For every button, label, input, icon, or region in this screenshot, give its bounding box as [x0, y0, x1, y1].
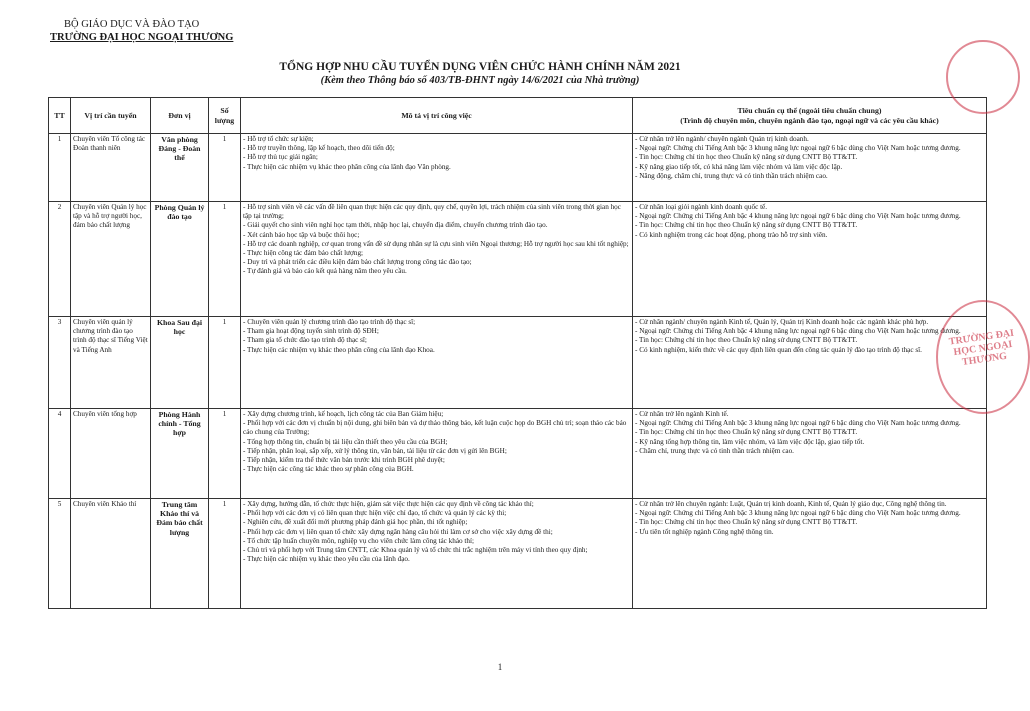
recruitment-table: [48, 97, 987, 609]
cell-position: Chuyên viên Tổ công tác Đoàn thanh niên: [71, 134, 151, 202]
description-line: - Tổ chức tập huấn chuyên môn, nghiệp vụ cho viên chức làm công tác khảo thí;: [243, 536, 475, 545]
criteria-line: - Có kinh nghiệm trong các hoạt động, phong trào hỗ trợ sinh viên.: [635, 230, 828, 239]
criteria-header-sub: (Trình độ chuyên môn, chuyên ngành đào tạo, ngoại ngữ và các yêu cầu khác): [680, 115, 939, 125]
criteria-line: - Cử nhân loại giỏi ngành kinh doanh quốc tế.: [635, 203, 768, 211]
cell-criteria: [633, 317, 987, 409]
criteria-line: - Tin học: Chứng chỉ tin học theo Chuẩn kỹ năng sử dụng CNTT Bộ TT&TT.: [635, 518, 858, 527]
cell-quantity: 1: [209, 409, 241, 499]
cell-unit: Phòng Hành chính - Tổng hợp: [151, 409, 209, 499]
seal-stamp-text: TRƯỜNG ĐẠI HỌC NGOẠI THƯƠNG: [948, 327, 1015, 368]
cell-unit: Phòng Quản lý đào tạo: [151, 202, 209, 317]
table-row: [49, 317, 987, 409]
cell-tt: 1: [49, 134, 71, 202]
criteria-line: - Ngoại ngữ: Chứng chỉ Tiếng Anh bậc 4 khung năng lực ngoại ngữ 6 bậc dùng cho Việt Nam hoặc tương đương.: [635, 212, 961, 221]
col-header-quantity: Số lượng: [209, 98, 241, 134]
description-line: - Hỗ trợ tổ chức sự kiện;: [243, 135, 314, 143]
cell-quantity: 1: [209, 499, 241, 609]
cell-tt: 5: [49, 499, 71, 609]
description-line: - Phối hợp các đơn vị liên quan tổ chức xây dựng ngân hàng câu hỏi thi làm cơ sở cho việc xây dựng đề thi;: [243, 527, 553, 536]
seal-stamp-top: [946, 40, 1020, 114]
criteria-line: - Ngoại ngữ: Chứng chỉ Tiếng Anh bậc 3 khung năng lực ngoại ngữ 6 bậc dùng cho Việt Nam hoặc tương đương.: [635, 419, 961, 428]
description-line: - Nghiên cứu, đề xuất đổi mới phương pháp đánh giá học phần, thi tốt nghiệp;: [243, 518, 468, 527]
description-line: - Hỗ trợ sinh viên về các vấn đề liên quan thực hiện các quy định, quy chế, quyền lợi, trách nhiệm của sinh viên trong thời gian học tập tại trường;: [243, 203, 621, 221]
cell-quantity: 1: [209, 317, 241, 409]
cell-position: Chuyên viên Quản lý học tập và hỗ trợ người học, đảm bảo chất lượng: [71, 202, 151, 317]
cell-description: [241, 499, 633, 609]
description-line: - Xây dựng, hướng dẫn, tổ chức thực hiện, giám sát việc thực hiện các quy định về công tác khảo thí;: [243, 500, 534, 508]
criteria-line: - Kỹ năng tổng hợp thông tin, làm việc nhóm, và làm việc độc lập, giao tiếp tốt.: [635, 437, 865, 446]
criteria-line: - Kỹ năng giao tiếp tốt, có khả năng làm việc nhóm và làm việc độc lập.: [635, 162, 843, 171]
description-line: - Xây dựng chương trình, kế hoạch, lịch công tác của Ban Giám hiệu;: [243, 410, 444, 418]
cell-unit: Trung tâm Khảo thí và Đảm bảo chất lượng: [151, 499, 209, 609]
criteria-header-main: Tiêu chuẩn cụ thể (ngoài tiêu chuẩn chung): [737, 106, 882, 115]
description-line: - Tham gia tổ chức đào tạo trình độ thạc sĩ;: [243, 336, 367, 345]
cell-criteria: [633, 499, 987, 609]
description-line: - Tự đánh giá và báo cáo kết quả hàng năm theo yêu cầu.: [243, 267, 407, 276]
cell-position: Chuyên viên tổng hợp: [71, 409, 151, 499]
col-header-tt: TT: [49, 98, 71, 134]
description-line: - Thực hiện công tác đảm bảo chất lượng;: [243, 249, 364, 258]
description-line: - Tiếp nhận, phân loại, sắp xếp, xử lý thông tin, văn bản, tài liệu từ các đơn vị gửi lên BGH;: [243, 446, 507, 455]
description-line: - Giải quyết cho sinh viên nghỉ học tạm thời, nhập học lại, chuyển địa điểm, chuyển chương trình đào tạo.: [243, 221, 548, 230]
description-line: - Thực hiện các nhiệm vụ khác theo phân công của lãnh đạo Văn phòng.: [243, 162, 451, 171]
cell-description: [241, 409, 633, 499]
criteria-line: - Tin học: Chứng chỉ tin học theo Chuẩn kỹ năng sử dụng CNTT Bộ TT&TT.: [635, 428, 858, 437]
cell-tt: 3: [49, 317, 71, 409]
seal-stamp: [936, 300, 1030, 414]
description-line: - Thực hiện các công tác khác theo sự phân công của BGH.: [243, 465, 414, 474]
criteria-line: - Cử nhân trở lên ngành/ chuyên ngành Quản trị kinh doanh.: [635, 135, 809, 143]
cell-description: [241, 317, 633, 409]
description-line: - Thực hiện các nhiệm vụ khác theo phân công của lãnh đạo Khoa.: [243, 345, 435, 354]
cell-criteria: [633, 202, 987, 317]
col-header-position: Vị trí cần tuyển: [71, 98, 151, 134]
cell-position: Chuyên viên quản lý chương trình đào tạo trình độ thạc sĩ Tiếng Việt và Tiếng Anh: [71, 317, 151, 409]
table-row: [49, 409, 987, 499]
criteria-line: - Ngoại ngữ: Chứng chỉ Tiếng Anh bậc 4 khung năng lực ngoại ngữ 6 bậc dùng cho Việt Nam hoặc tương đương.: [635, 327, 961, 336]
description-line: - Phối hợp với các đơn vị chuẩn bị nội dung, ghi biên bản và dự thảo thông báo, kết luận cuộc họp do BGH chủ trì; soạn thảo các báo cáo chung của Trường;: [243, 419, 627, 437]
cell-criteria: [633, 409, 987, 499]
cell-quantity: 1: [209, 134, 241, 202]
col-header-criteria: [633, 98, 987, 134]
title-main: TỔNG HỢP NHU CẦU TUYỂN DỤNG VIÊN CHỨC HÀNH CHÍNH NĂM 2021: [279, 61, 681, 73]
page-number: 1: [497, 662, 503, 672]
description-line: - Tham gia hoạt động tuyển sinh trình độ SĐH;: [243, 327, 379, 336]
description-line: - Xét cảnh báo học tập và buộc thôi học;: [243, 230, 360, 239]
description-line: - Phối hợp với các đơn vị có liên quan thực hiện việc chỉ đạo, tổ chức và quản lý các kỳ thi;: [243, 509, 507, 518]
description-line: - Chuyên viên quản lý chương trình đào tạo trình độ thạc sĩ;: [243, 318, 416, 326]
criteria-line: - Có kinh nghiệm, kiến thức về các quy định liên quan đến công tác quản lý đào tạo trình độ thạc sĩ.: [635, 345, 922, 354]
cell-criteria: [633, 134, 987, 202]
cell-tt: 4: [49, 409, 71, 499]
criteria-line: - Tin học: Chứng chỉ tin học theo Chuẩn kỹ năng sử dụng CNTT Bộ TT&TT.: [635, 336, 858, 345]
cell-unit: Văn phòng Đảng - Đoàn thể: [151, 134, 209, 202]
description-line: - Tổng hợp thông tin, chuẩn bị tài liệu cần thiết theo yêu cầu của BGH;: [243, 437, 448, 446]
description-line: - Chủ trì và phối hợp với Trung tâm CNTT, các Khoa quản lý và tổ chức thi trắc nghiệm trên máy vi tính theo quy định;: [243, 546, 588, 555]
cell-unit: Khoa Sau đại học: [151, 317, 209, 409]
university-name: TRƯỜNG ĐẠI HỌC NGOẠI THƯƠNG: [50, 32, 234, 43]
criteria-line: - Cử nhân ngành/ chuyên ngành Kinh tế, Quản lý, Quản trị Kinh doanh hoặc các ngành khác phù hợp.: [635, 318, 929, 326]
criteria-line: - Ưu tiên tốt nghiệp ngành Công nghệ thông tin.: [635, 527, 774, 536]
document-title: [180, 60, 780, 88]
criteria-line: - Ngoại ngữ: Chứng chỉ Tiếng Anh bậc 3 khung năng lực ngoại ngữ 6 bậc dùng cho Việt Nam hoặc tương đương.: [635, 509, 961, 518]
criteria-line: - Năng động, chăm chỉ, trung thực và có tinh thần trách nhiệm cao.: [635, 171, 828, 180]
title-sub: (Kèm theo Thông báo số 403/TB-ĐHNT ngày 14/6/2021 của Nhà trường): [320, 75, 640, 86]
col-header-unit: Đơn vị: [151, 98, 209, 134]
description-line: - Hỗ trợ các doanh nghiệp, cơ quan trong vấn đề sử dụng nhân sự là cựu sinh viên Ngoại thương; Hỗ trợ người học sau khi tốt nghiệp;: [243, 239, 629, 248]
table-row: [49, 499, 987, 609]
table-header-row: [49, 98, 987, 134]
cell-description: [241, 134, 633, 202]
description-line: - Thực hiện các nhiệm vụ khác theo yêu cầu của lãnh đạo.: [243, 555, 410, 564]
description-line: - Duy trì và phát triển các điều kiện đảm bảo chất lượng trong công tác đào tạo;: [243, 258, 472, 267]
document-header: [50, 18, 233, 44]
description-line: - Hỗ trợ thủ tục giải ngân;: [243, 153, 318, 162]
criteria-line: - Tin học: Chứng chỉ tin học theo Chuẩn kỹ năng sử dụng CNTT Bộ TT&TT.: [635, 221, 858, 230]
table-row: [49, 134, 987, 202]
ministry-name: BỘ GIÁO DỤC VÀ ĐÀO TẠO: [64, 19, 200, 30]
description-line: - Hỗ trợ truyền thông, lập kế hoạch, theo dõi tiến độ;: [243, 144, 395, 153]
table-row: [49, 202, 987, 317]
cell-quantity: 1: [209, 202, 241, 317]
criteria-line: - Chăm chỉ, trung thực và có tinh thần trách nhiệm cao.: [635, 446, 794, 455]
criteria-line: - Cử nhân trở lên chuyên ngành: Luật, Quản trị kinh doanh, Kinh tế, Quản lý giáo dục, Công nghệ thông tin.: [635, 500, 947, 508]
criteria-line: - Cử nhân trở lên ngành Kinh tế.: [635, 410, 729, 418]
criteria-line: - Ngoại ngữ: Chứng chỉ Tiếng Anh bậc 3 khung năng lực ngoại ngữ 6 bậc dùng cho Việt Nam hoặc tương đương.: [635, 144, 961, 153]
cell-tt: 2: [49, 202, 71, 317]
cell-description: [241, 202, 633, 317]
description-line: - Tiếp nhận, kiểm tra thể thức văn bản trước khi trình BGH phê duyệt;: [243, 456, 445, 465]
criteria-line: - Tin học: Chứng chỉ tin học theo Chuẩn kỹ năng sử dụng CNTT Bộ TT&TT.: [635, 153, 858, 162]
col-header-description: Mô tả vị trí công việc: [241, 98, 633, 134]
cell-position: Chuyên viên Khảo thí: [71, 499, 151, 609]
